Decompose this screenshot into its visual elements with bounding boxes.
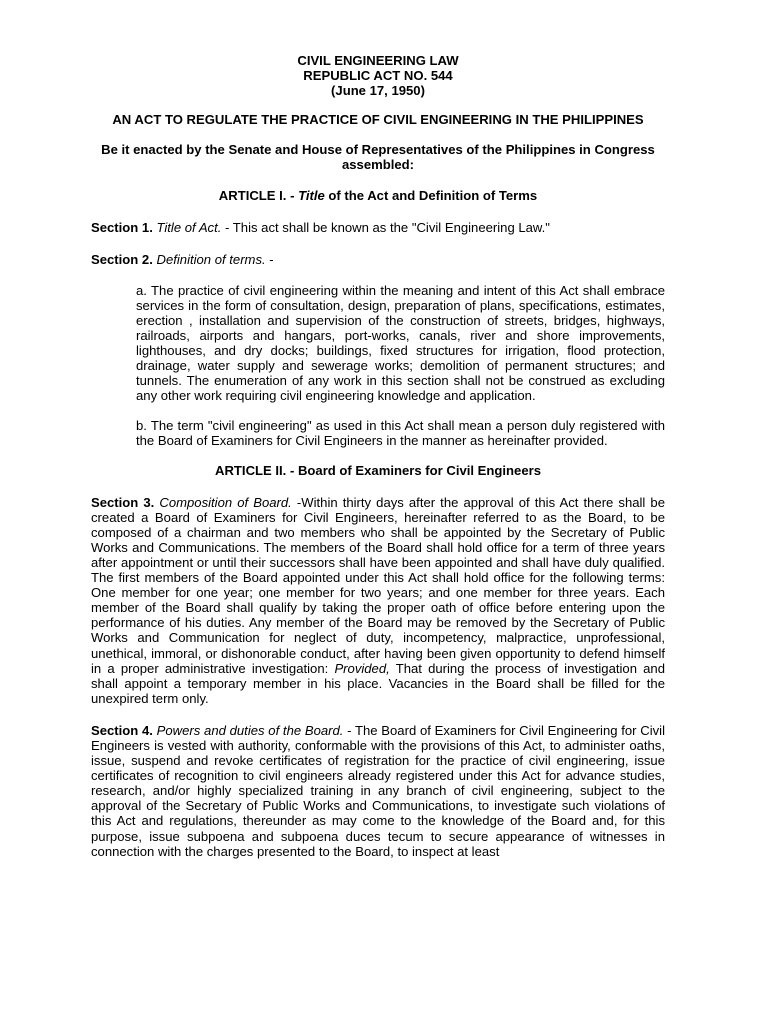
section-4-heading: Powers and duties of the Board.: [152, 722, 344, 738]
document-page: [91, 53, 665, 859]
section-3-text-after: That during the process of investigation and shall appoint a temporary member in his place. Vacancies in the Board shall be filled for the unexpired term only.: [91, 660, 665, 706]
section-3-text-before: -Within thirty days after the approval of this Act there shall be created a Board of Examiners for Civil Engineers, hereinafter referred to as the Board, to be composed of a chairman and two members who shall be appointed by the Secretary of Public Works and Communications. The members of the Board shall hold office for a term of three years after appointment or until their successors shall have been appointed and shall have duly qualified. The first members of the Board appointed under this Act shall hold office for the following terms: One member for one year; one member for two years; and one member for three years. Each member of the Board shall qualify by taking the proper oath of office before entering upon the performance of his duties. Any member of the Board may be removed by the Secretary of Public Works and Communication for neglect of duty, incompetency, malpractice, unprofessional, unethical, immoral, or dishonorable conduct, after having been given opportunity to defend himself in a proper administrative investigation:: [91, 494, 665, 676]
section-2-text: -: [265, 252, 274, 268]
section-3: [91, 495, 665, 706]
law-name: CIVIL ENGINEERING LAW: [297, 53, 459, 68]
act-date: (June 17, 1950): [331, 83, 425, 98]
act-number: REPUBLIC ACT NO. 544: [303, 68, 453, 83]
section-2-paragraph-b: b. The term "civil engineering" as used in this Act shall mean a person duly registered with the Board of Examiners for Civil Engineers in the manner as hereinafter provided.: [136, 418, 665, 449]
section-2-paragraph-a: a. The practice of civil engineering within the meaning and intent of this Act shall embrace services in the form of consultation, design, preparation of plans, specifications, estimates, erection , installation and supervision of the construction of streets, bridges, highways, railroads, airports and hangars, port-works, canals, river and shore improvements, lighthouses, and dry docks; buildings, fixed structures for irrigation, flood protection, drainage, water supply and sewerage works; demolition of permanent structures; and tunnels. The enumeration of any work in this section shall not be construed as excluding any other work requiring civil engineering knowledge and application.: [136, 282, 665, 404]
section-3-label: Section 3.: [91, 494, 155, 510]
article-1-heading: [91, 188, 665, 203]
section-3-provided: Provided,: [334, 660, 390, 676]
section-3-heading: Composition of Board.: [154, 494, 292, 510]
section-2: [91, 252, 665, 267]
article-2-label: ARTICLE II. -: [215, 462, 298, 478]
article-2-title: Board of Examiners for Civil Engineers: [297, 462, 541, 478]
article-1-label: ARTICLE I. -: [218, 188, 299, 204]
article-1-title-italic: Title: [298, 188, 325, 204]
article-1-title-rest: of the Act and Definition of Terms: [324, 188, 538, 204]
section-4: [91, 723, 665, 859]
section-2-label: Section 2.: [91, 252, 153, 268]
section-4-text: - The Board of Examiners for Civil Engineering for Civil Engineers is vested with authority, conformable with the provisions of this Act, to administer oaths, issue, suspend and revoke certificates of registration for the practice of civil engineering, issue certificates of recognition to civil engineers already registered under this Act for advance studies, research, and/or highly specialized training in any branch of civil engineering, subject to the approval of the Secretary of Public Works and Communications, to investigate such violations of this Act and regulations, thereunder as may come to the knowledge of the Board and, for this purpose, issue subpoena and subpoena duces tecum to secure appearance of witnesses in connection with the charges presented to the Board, to inspect at least: [91, 722, 665, 859]
section-1-heading: Title of Act.: [152, 220, 222, 236]
section-1: [91, 220, 665, 235]
section-1-label: Section 1.: [91, 220, 153, 236]
enacting-clause: Be it enacted by the Senate and House of Representatives of the Philippines in Congress assembled:: [101, 142, 655, 173]
document-header: [91, 53, 665, 98]
section-2-heading: Definition of terms.: [152, 252, 266, 268]
section-1-text: - This act shall be known as the "Civil Engineering Law.": [221, 220, 550, 236]
section-4-label: Section 4.: [91, 722, 153, 738]
article-2-heading: [91, 463, 665, 478]
act-title: AN ACT TO REGULATE THE PRACTICE OF CIVIL ENGINEERING IN THE PHILIPPINES: [112, 112, 644, 127]
